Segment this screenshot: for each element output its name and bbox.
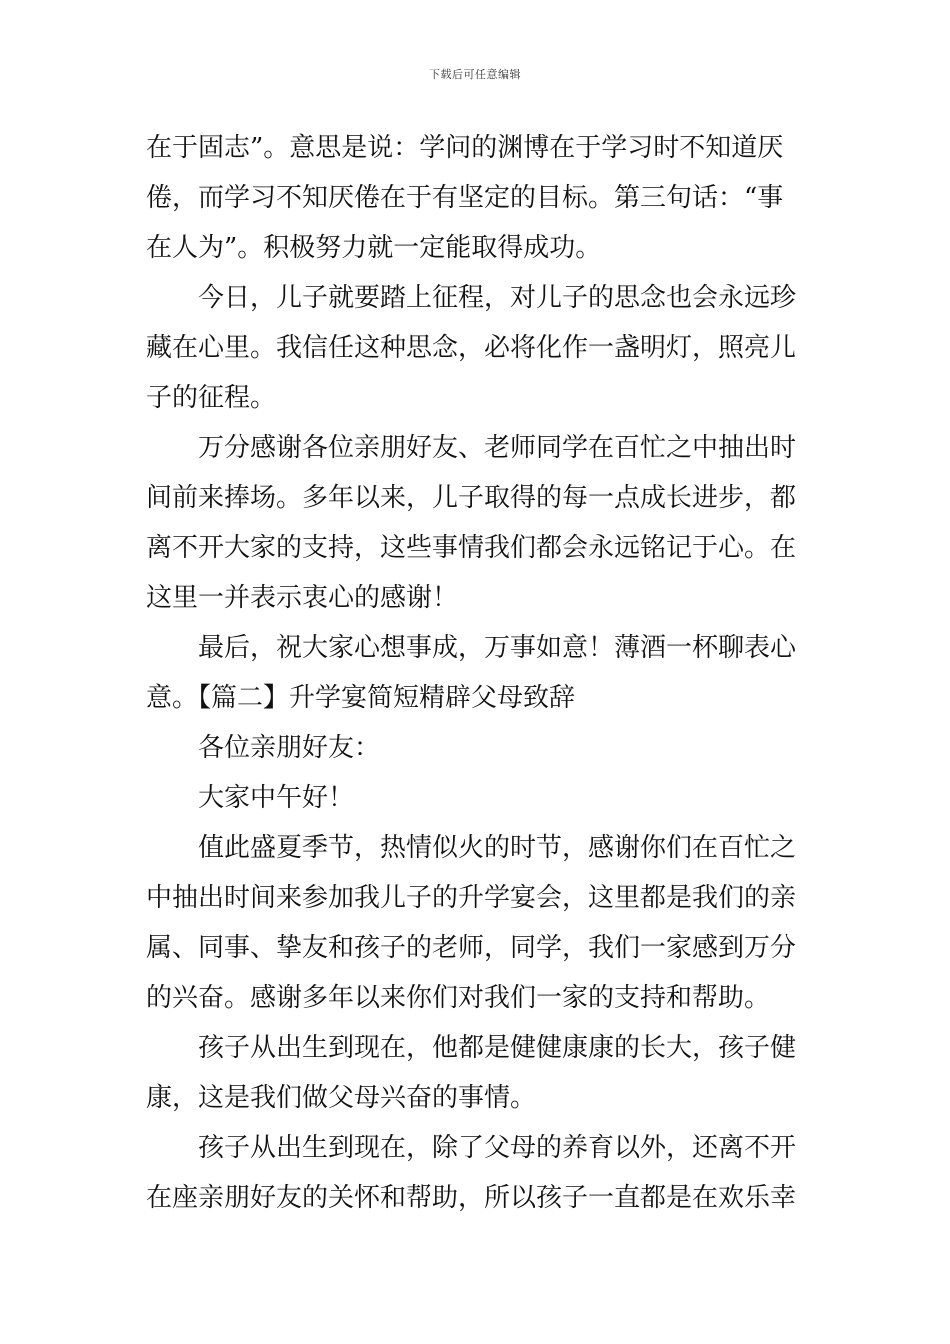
text-line-11: 最后，祝大家心想事成，万事如意！薄酒一杯聊表心 [198, 633, 797, 663]
text-line-15: 值此盛夏季节，热情似火的时节，感谢你们在百忙之 [198, 833, 797, 863]
text-line-5: 藏在心里。我信任这种思念，必将化作一盏明灯，照亮儿 [146, 333, 797, 363]
text-line-14: 大家中午好！ [198, 783, 355, 813]
text-line-13: 各位亲朋好友： [198, 733, 381, 763]
text-line-20: 康，这是我们做父母兴奋的事情。 [146, 1083, 537, 1113]
text-line-21: 孩子从出生到现在，除了父母的养育以外，还离不开 [198, 1133, 797, 1163]
page-header: 下载后可任意编辑 [429, 68, 521, 81]
text-line-19: 孩子从出生到现在，他都是健健康康的长大，孩子健 [198, 1033, 797, 1063]
text-line-17: 属、同事、挚友和孩子的老师，同学，我们一家感到万分 [146, 933, 797, 963]
text-line-2: 倦，而学习不知厌倦在于有坚定的目标。第三句话：“事 [146, 183, 784, 213]
text-line-7: 万分感谢各位亲朋好友、老师同学在百忙之中抽出时 [198, 433, 797, 463]
text-line-4: 今日，儿子就要踏上征程，对儿子的思念也会永远珍 [198, 283, 797, 313]
text-line-3: 在人为”。积极努力就一定能取得成功。 [146, 233, 602, 263]
text-line-16: 中抽出时间来参加我儿子的升学宴会，这里都是我们的亲 [146, 883, 797, 913]
text-line-8: 间前来捧场。多年以来，儿子取得的每一点成长进步，都 [146, 483, 797, 513]
text-line-22: 在座亲朋好友的关怀和帮助，所以孩子一直都是在欢乐幸 [146, 1183, 797, 1213]
text-line-9: 离不开大家的支持，这些事情我们都会永远铭记于心。在 [146, 533, 797, 563]
text-line-6: 子的征程。 [146, 383, 277, 413]
text-line-10: 这里一并表示衷心的感谢！ [146, 583, 459, 613]
text-line-1: 在于固志”。意思是说：学问的渊博在于学习时不知道厌 [146, 133, 784, 163]
text-line-12: 意。【篇二】升学宴简短精辟父母致辞 [146, 683, 576, 713]
text-line-18: 的兴奋。感谢多年以来你们对我们一家的支持和帮助。 [146, 983, 771, 1013]
